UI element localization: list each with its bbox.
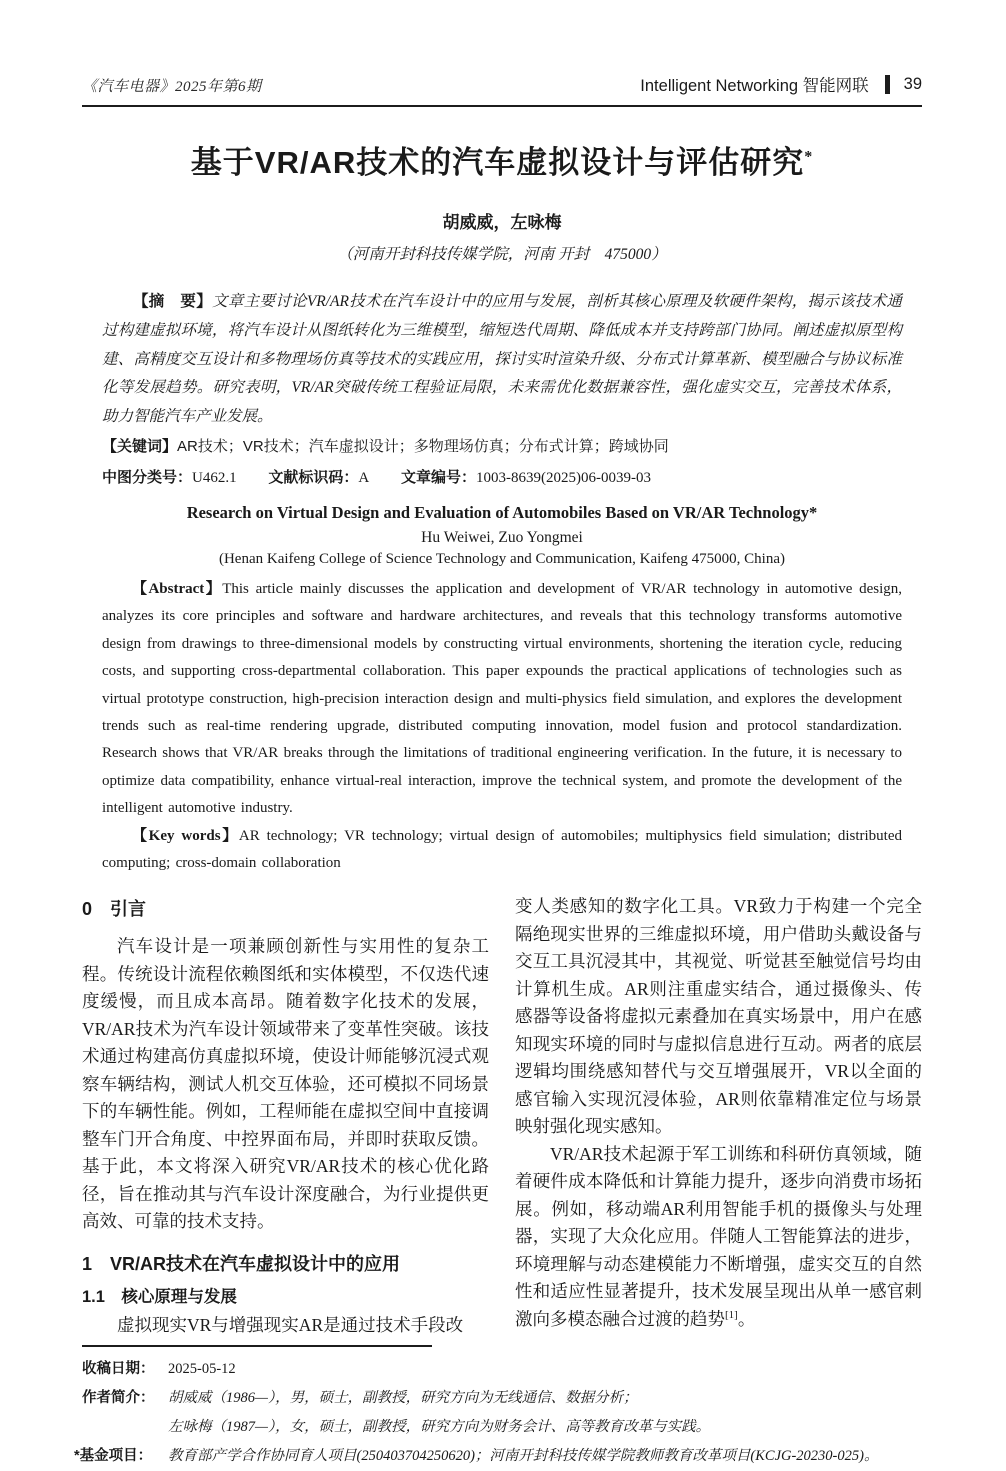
fund-project-value: 教育部产学合作协同育人项目(250403704250620)；河南开封科技传媒学院教师教育改革项目(KCJG-20230-025)。 — [168, 1448, 879, 1465]
abstract-en-label: 【Abstract】 — [132, 580, 223, 597]
abstract-en — [102, 576, 902, 823]
abstract-cn-label: 【摘 要】 — [133, 293, 213, 310]
keywords-cn-text: AR技术；VR技术；汽车虚拟设计；多物理场仿真；分布式计算；跨域协同 — [177, 437, 669, 455]
doc-code-group: 文献标识码：A — [268, 468, 370, 486]
section-heading-0: 0 引言 — [82, 899, 147, 920]
keywords-en-text: AR technology; VR technology; virtual design of automobiles; multiphysics field simulation; distributed computing; cross-domain collaboration — [102, 827, 902, 872]
keywords-cn-label: 【关键词】 — [102, 437, 178, 455]
author-bio-label-spacer — [82, 1413, 168, 1442]
right-column — [515, 893, 922, 1335]
section-title: Intelligent Networking 智能网联 — [640, 77, 869, 95]
author-bio-1: 胡威威（1986—），男，硕士，副教授，研究方向为无线通信、数据分析； — [168, 1390, 638, 1407]
citation-ref-1: [1] — [725, 1309, 738, 1322]
authors-en: Hu Weiwei, Zuo Yongmei — [421, 528, 583, 546]
english-meta-block — [102, 576, 902, 877]
article-title-en: Research on Virtual Design and Evaluation of Automobiles Based on VR/AR Technology* — [186, 502, 818, 522]
header-right — [640, 72, 922, 96]
fund-project-row — [74, 1442, 922, 1471]
header-divider-bar — [885, 75, 890, 94]
subsection-heading-1-1: 1.1 核心原理与发展 — [82, 1287, 237, 1306]
page-header — [82, 72, 922, 107]
author-bio-2: 左咏梅（1987—），女，硕士，副教授，研究方向为财务会计、高等教育改革与实践。 — [168, 1419, 711, 1436]
section-1-paragraph-continued: 变人类感知的数字化工具。VR致力于构建一个完全隔绝现实世界的三维虚拟环境，用户借助头戴设备与交互工具沉浸其中，其视觉、听觉甚至触觉信号均由计算机生成。AR则注重虚实结合，通过摄像头、传感器等设备将虚拟元素叠加在真实场景中，用户在感知现实环境的同时与虚拟信息进行互动。两者的底层逻辑均围绕感知替代与交互增强展开，VR以全面的感官输入实现沉浸体验，AR则依靠精准定位与场景映射强化现实感知。 — [515, 896, 922, 1137]
author-bio-row-1 — [82, 1384, 922, 1413]
body-columns — [82, 893, 922, 1335]
received-date-value: 2025-05-12 — [168, 1361, 236, 1378]
section-heading-1: 1 VR/AR技术在汽车虚拟设计中的应用 — [82, 1253, 401, 1274]
footnote-separator-rule — [82, 1345, 432, 1347]
section-1-paragraph-start: 虚拟现实VR与增强现实AR是通过技术手段改 — [117, 1314, 464, 1335]
abstract-en-text: This article mainly discusses the application and development of VR/AR technology in automotive design, analyzes its core principles and software and hardware architectures, and reveals that this technology transforms automotive design from drawings to three-dimensional models by constructing virtual environments, shortening the iteration cycle, reducing costs, and supporting cross-departmental collaboration. This paper expounds the practical applications of technologies such as virtual prototype construction, high-precision interaction design and multi-physics field simulation, and explores the development trends such as real-time rendering upgrade, distributed computing innovation, model fusion and protocol standardization. Research shows that VR/AR breaks through the limitations of traditional engineering verification. In the future, it is necessary to optimize data compatibility, enhance virtual-real interaction, improve the technical system, and promote the development of the intelligent automotive industry. — [102, 580, 903, 817]
left-column — [82, 893, 489, 1335]
footnote-block — [74, 1345, 922, 1471]
classification-line — [102, 465, 902, 491]
keywords-en — [102, 823, 902, 878]
section-1-paragraph-2: VR/AR技术起源于军工训练和科研仿真领域，随着硬件成本降低和计算能力提升，逐步向消费市场拓展。例如，移动端AR利用智能手机的摄像头与处理器，实现了大众化应用。伴随人工智能算法的进步，环境理解与动态建模能力不断增强，虚实交互的自然性和适应性显著提升，技术发展呈现出从单一感官刺激向多模态融合过渡的趋势[1]。 — [515, 1143, 922, 1329]
journal-issue: 《汽车电器》2025年第6期 — [82, 79, 262, 95]
received-date-row — [82, 1355, 922, 1384]
affiliation-en: (Henan Kaifeng College of Science Technology and Communication, Kaifeng 475000, China) — [218, 550, 786, 567]
article-title: 基于VR/AR技术的汽车虚拟设计与评估研究* — [190, 145, 814, 180]
authors-cn: 胡威威，左咏梅 — [442, 213, 562, 232]
fund-project-label: *基金项目： — [74, 1448, 153, 1465]
clc-group: 中图分类号：U462.1 — [102, 468, 237, 486]
page-number: 39 — [903, 74, 922, 93]
keywords-cn — [102, 434, 902, 460]
title-footnote-marker: * — [804, 148, 814, 166]
affiliation-cn: （河南开封科技传媒学院，河南 开封 475000） — [337, 246, 667, 263]
author-bio-row-2 — [82, 1413, 922, 1442]
article-id-group: 文章编号：1003-8639(2025)06-0039-03 — [400, 468, 651, 486]
keywords-en-label: 【Key words】 — [132, 827, 239, 844]
received-date-label: 收稿日期： — [82, 1361, 155, 1378]
author-bio-label: 作者简介： — [82, 1390, 155, 1407]
intro-paragraph: 汽车设计是一项兼顾创新性与实用性的复杂工程。传统设计流程依赖图纸和实体模型，不仅迭代速度缓慢，而且成本高昂。随着数字化技术的发展，VR/AR技术为汽车设计领域带来了变革性突破。该技术通过构建高仿真虚拟环境，使设计师能够沉浸式观察车辆结构，测试人机交互体验，还可模拟不同场景下的车辆性能。例如，工程师能在虚拟空间中直接调整车门开合角度、中控界面布局，并即时获取反馈。基于此，本文将深入研究VR/AR技术的核心优化路径，旨在推动其与汽车设计深度融合，为行业提供更高效、可靠的技术支持。 — [82, 936, 489, 1232]
chinese-meta-block — [102, 288, 902, 491]
abstract-cn — [102, 288, 902, 432]
abstract-cn-text: 文章主要讨论VR/AR技术在汽车设计中的应用与发展，剖析其核心原理及软硬件架构，揭示该技术通过构建虚拟环境，将汽车设计从图纸转化为三维模型，缩短迭代周期、降低成本并支持跨部门协同。阐述虚拟原型构建、高精度交互设计和多物理场仿真等技术的实践应用，探讨实时渲染升级、分布式计算革新、模型融合与协议标准化等发展趋势。研究表明，VR/AR突破传统工程验证局限，未来需优化数据兼容性，强化虚实交互，完善技术体系，助力智能汽车产业发展。 — [102, 293, 902, 426]
